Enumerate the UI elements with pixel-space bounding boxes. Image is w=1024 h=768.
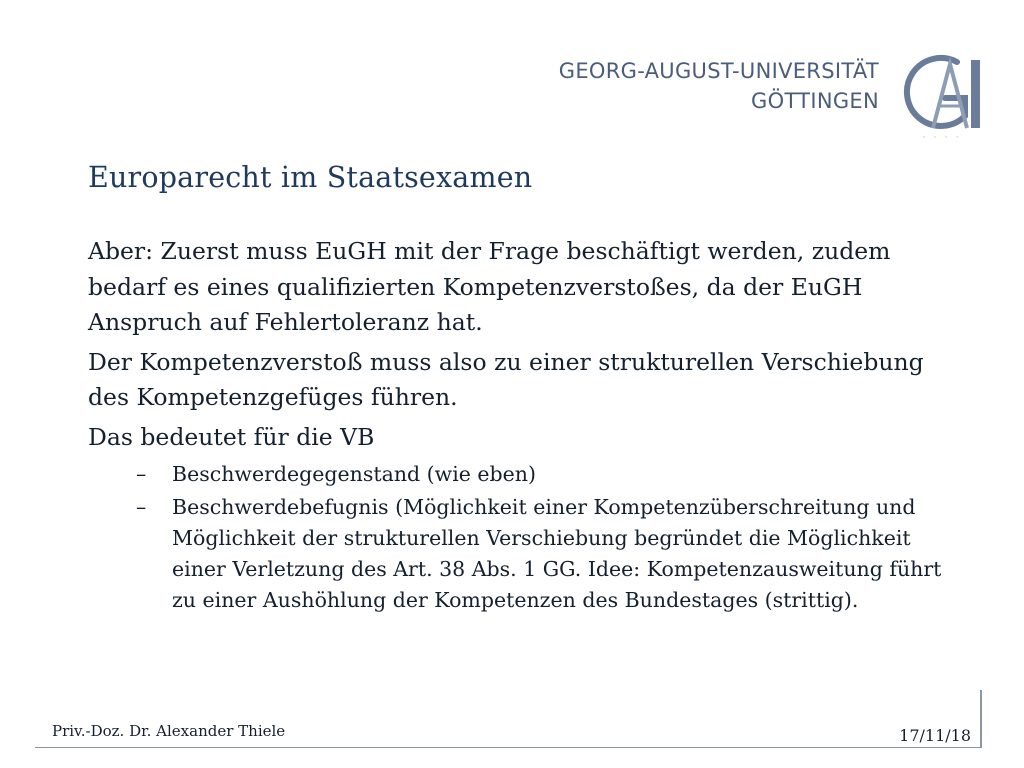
- paragraph-shift: Der Kompetenzverstoß muss also zu einer strukturellen Verschiebung des Kompetenzgefüges führen.: [88, 347, 924, 411]
- bullet-text: Beschwerdegegenstand (wie eben): [172, 462, 537, 486]
- paragraph-vb: Das bedeutet für die VB: [88, 422, 375, 451]
- bullet-list: [88, 459, 968, 616]
- footer-vertical-divider: [980, 690, 982, 748]
- university-name-line1: GEORG-AUGUST-UNIVERSITÄT: [558, 59, 879, 83]
- slide-body: [88, 234, 968, 618]
- university-name-line2: GÖTTINGEN: [751, 89, 879, 113]
- footer-date: 17/11/18: [899, 726, 971, 745]
- bullet-dash: –: [136, 495, 147, 519]
- university-logo-icon: [895, 48, 990, 143]
- slide-title: Europarecht im Staatsexamen: [88, 161, 533, 194]
- footer-author: Priv.-Doz. Dr. Alexander Thiele: [52, 722, 286, 740]
- svg-text:· · · ·: · · · ·: [922, 133, 962, 142]
- paragraph-intro: Aber: Zuerst muss EuGH mit der Frage beschäftigt werden, zudem bedarf es eines qualifizierten Kompetenzverstoßes, da der EuGH Anspruch auf Fehlertoleranz hat.: [88, 237, 891, 336]
- list-item: [88, 459, 968, 490]
- footer-divider: [35, 747, 981, 748]
- list-item: [88, 492, 968, 616]
- bullet-dash: –: [136, 462, 147, 486]
- university-name: [559, 56, 879, 116]
- bullet-text: Beschwerdebefugnis (Möglichkeit einer Kompetenzüberschreitung und Möglichkeit der strukturellen Verschiebung begründet die Möglichkeit einer Verletzung des Art. 38 Abs. 1 GG. Idee: Kompetenzausweitung führt zu einer Aushöhlung der Kompetenzen des Bundestages (strittig).: [172, 495, 942, 612]
